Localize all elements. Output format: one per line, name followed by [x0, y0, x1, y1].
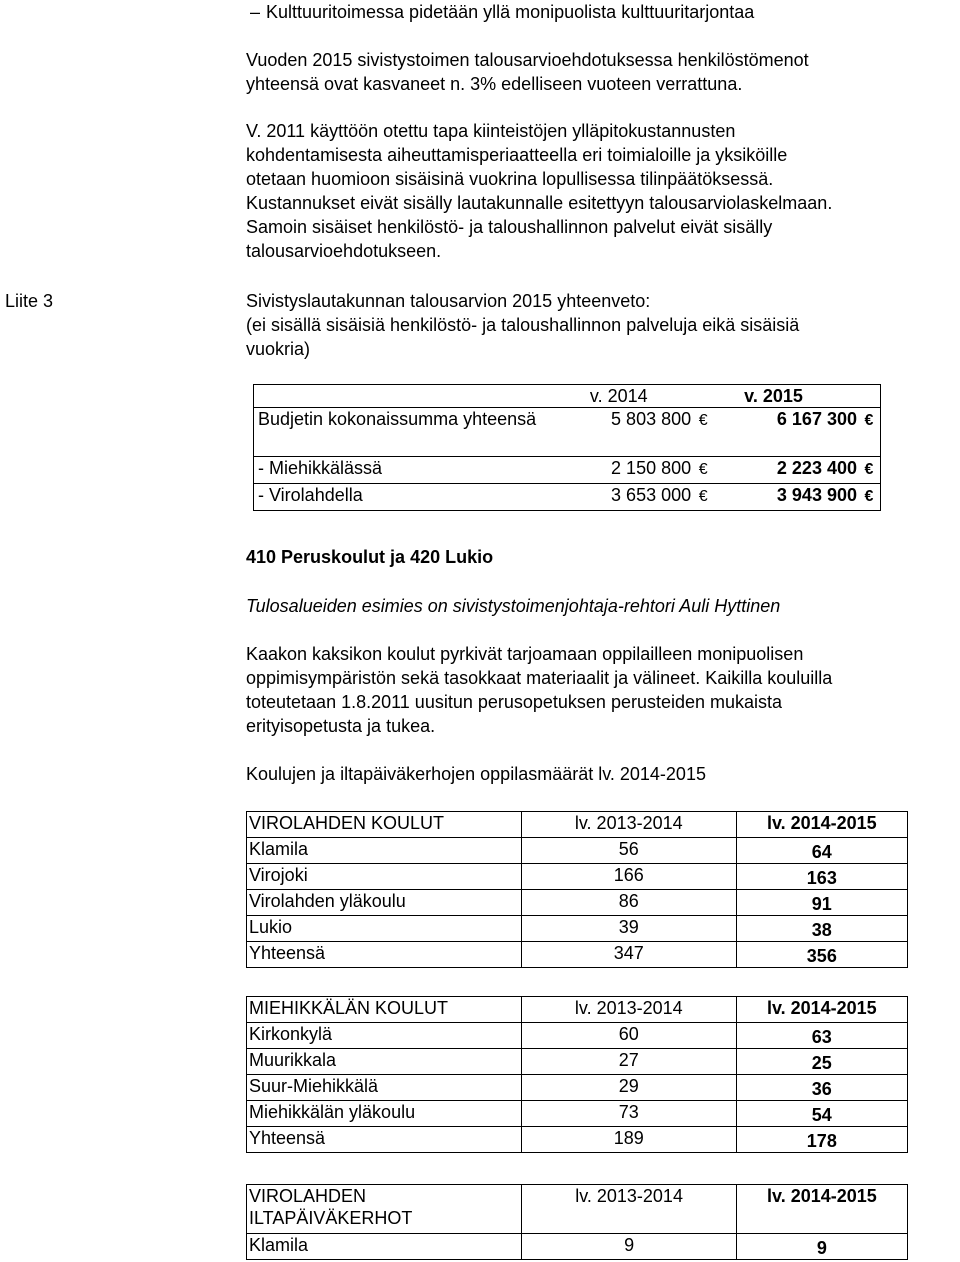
text-line: toteutetaan 1.8.2011 uusitun perusopetuksen perusteiden mukaista [246, 692, 783, 712]
header-cell: lv. 2013-2014 [521, 997, 736, 1023]
count-2014: 25 [736, 1049, 907, 1075]
count-2013: 347 [521, 942, 736, 968]
bullet-item [246, 0, 946, 24]
budget-table [253, 384, 881, 511]
count-2014: 356 [736, 942, 907, 968]
count-2014: 178 [736, 1127, 907, 1153]
table-row [247, 1127, 908, 1153]
euro-icon: € [698, 461, 708, 478]
summary-heading [246, 289, 946, 361]
euro-icon: € [698, 412, 708, 429]
school-name: Virojoki [247, 864, 522, 890]
header-cell: lv. 2014-2015 [736, 997, 907, 1023]
header-cell: lv. 2013-2014 [521, 812, 736, 838]
header-cell: VIROLAHDEN ILTAPÄIVÄKERHOT [247, 1185, 522, 1234]
text-line: Vuoden 2015 sivistystoimen talousarvioehdotuksessa henkilöstömenot [246, 50, 809, 70]
count-2014: 163 [736, 864, 907, 890]
header-cell: VIROLAHDEN KOULUT [247, 812, 522, 838]
text-line: Kustannukset eivät sisälly lautakunnalle esitettyyn talousarviolaskelmaan. [246, 193, 833, 213]
euro-icon: € [864, 461, 874, 478]
budget-row-2014 [580, 408, 714, 457]
bullet-text: Kulttuuritoimessa pidetään yllä monipuolista kulttuuritarjontaa [266, 2, 755, 22]
table-header-row [247, 812, 908, 838]
budget-header-2015: v. 2015 [714, 385, 880, 408]
section-heading: 410 Peruskoulut ja 420 Lukio [246, 547, 494, 567]
count-2013: 39 [521, 916, 736, 942]
count-2014: 38 [736, 916, 907, 942]
value-2014: 5 803 800 [611, 409, 692, 429]
header-cell: MIEHIKKÄLÄN KOULUT [247, 997, 522, 1023]
text-line: kohdentamisesta aiheuttamisperiaatteella eri toimialoille ja yksiköille [246, 145, 788, 165]
value-2014: 2 150 800 [611, 458, 692, 478]
table-row [247, 1101, 908, 1127]
budget-row-2014 [580, 484, 714, 511]
budget-row-2015 [714, 408, 880, 457]
count-2014: 36 [736, 1075, 907, 1101]
budget-row-2015 [714, 457, 880, 484]
text-line: oppimisympäristön sekä tasokkaat materiaalit ja välineet. Kaikilla kouluilla [246, 668, 833, 688]
count-2014: 54 [736, 1101, 907, 1127]
dash-bullet-icon: – [250, 2, 261, 22]
text-line: V. 2011 käyttöön otettu tapa kiinteistöjen ylläpitokustannusten [246, 121, 736, 141]
table-row [247, 916, 908, 942]
budget-row [254, 457, 881, 484]
header-cell: lv. 2013-2014 [522, 1185, 736, 1234]
budget-header-row [254, 385, 881, 408]
table-row [247, 1049, 908, 1075]
header-cell: lv. 2014-2015 [736, 1185, 907, 1234]
paragraph-personnel-costs [246, 48, 946, 96]
count-2014: 91 [736, 890, 907, 916]
value-2015: 3 943 900 [776, 485, 857, 505]
count-2013: 73 [521, 1101, 736, 1127]
budget-row-2014 [580, 457, 714, 484]
text-line: Samoin sisäiset henkilöstö- ja taloushallinnon palvelut eivät sisälly [246, 217, 773, 237]
table-row [247, 890, 908, 916]
table-row [247, 1234, 908, 1260]
afternoon-clubs-table [246, 1184, 908, 1260]
count-2013: 56 [521, 838, 736, 864]
school-name: Muurikkala [247, 1049, 522, 1075]
text-line: otetaan huomioon sisäisinä vuokrina lopullisessa tilinpäätöksessä. [246, 169, 774, 189]
count-2013: 29 [521, 1075, 736, 1101]
text-line: talousarvioehdotukseen. [246, 241, 442, 261]
budget-header-2014: v. 2014 [580, 385, 714, 408]
paragraph-property-costs [246, 119, 946, 263]
budget-header-empty [254, 385, 580, 408]
budget-row [254, 408, 881, 457]
appendix-label: Liite 3 [5, 291, 54, 311]
school-name: Miehikkälän yläkoulu [247, 1101, 522, 1127]
budget-row-label: - Virolahdella [254, 484, 580, 511]
responsible-line: Tulosalueiden esimies on sivistystoimenjohtaja-rehtori Auli Hyttinen [246, 596, 781, 616]
table-header-row [247, 1185, 908, 1234]
pupils-heading: Koulujen ja iltapäiväkerhojen oppilasmäärät lv. 2014-2015 [246, 764, 706, 784]
school-name: Kirkonkylä [247, 1023, 522, 1049]
count-2014: 64 [736, 838, 907, 864]
budget-row [254, 484, 881, 511]
table-row [247, 1023, 908, 1049]
school-name: Virolahden yläkoulu [247, 890, 522, 916]
text-line: Kaakon kaksikon koulut pyrkivät tarjoamaan oppilailleen monipuolisen [246, 644, 804, 664]
count-2013: 166 [521, 864, 736, 890]
text-line: erityisopetusta ja tukea. [246, 716, 436, 736]
count-2013: 9 [522, 1234, 736, 1260]
club-name: Klamila [247, 1234, 522, 1260]
text-line: yhteensä ovat kasvaneet n. 3% edelliseen vuoteen verrattuna. [246, 74, 743, 94]
count-2013: 60 [521, 1023, 736, 1049]
count-2013: 27 [521, 1049, 736, 1075]
virolahti-schools-table [246, 811, 908, 968]
budget-row-2015 [714, 484, 880, 511]
value-2015: 6 167 300 [776, 409, 857, 429]
count-2014: 9 [736, 1234, 907, 1260]
school-name: Lukio [247, 916, 522, 942]
table-row [247, 838, 908, 864]
school-name: Yhteensä [247, 1127, 522, 1153]
euro-icon: € [864, 488, 874, 505]
text-line: vuokria) [246, 339, 311, 359]
table-row [247, 1075, 908, 1101]
miehikkala-schools-table [246, 996, 908, 1153]
school-name: Klamila [247, 838, 522, 864]
school-name: Suur-Miehikkälä [247, 1075, 522, 1101]
paragraph-schools [246, 642, 946, 738]
euro-icon: € [864, 412, 874, 429]
budget-row-label: - Miehikkälässä [254, 457, 580, 484]
count-2013: 189 [521, 1127, 736, 1153]
table-row [247, 864, 908, 890]
count-2014: 63 [736, 1023, 907, 1049]
text-line: Sivistyslautakunnan talousarvion 2015 yhteenveto: [246, 291, 651, 311]
count-2013: 86 [521, 890, 736, 916]
table-row [247, 942, 908, 968]
school-name: Yhteensä [247, 942, 522, 968]
value-2015: 2 223 400 [776, 458, 857, 478]
budget-row-label: Budjetin kokonaissumma yhteensä [254, 408, 580, 457]
header-cell: lv. 2014-2015 [736, 812, 907, 838]
table-header-row [247, 997, 908, 1023]
value-2014: 3 653 000 [611, 485, 692, 505]
text-line: (ei sisällä sisäisiä henkilöstö- ja taloushallinnon palveluja eikä sisäisiä [246, 315, 800, 335]
euro-icon: € [698, 488, 708, 505]
